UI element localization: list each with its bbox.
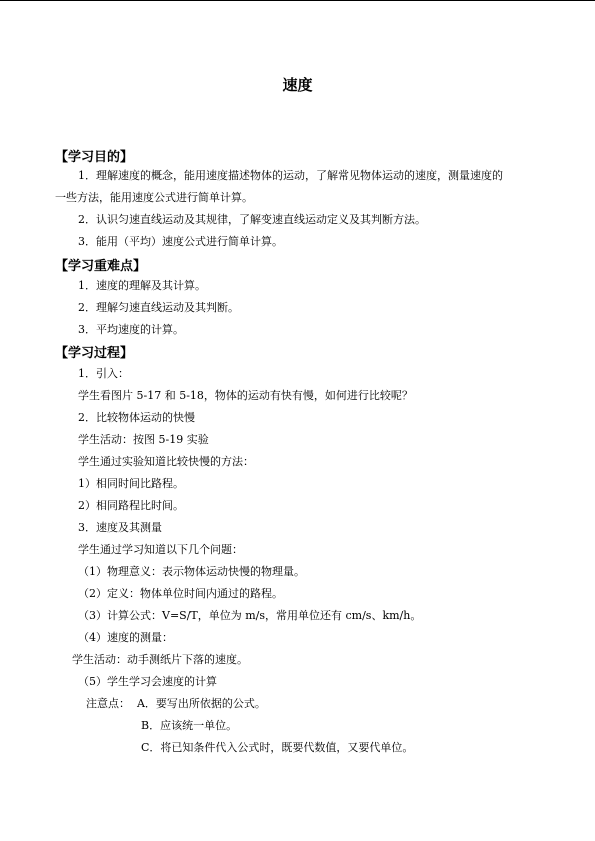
keypoints-item-3: 3．平均速度的计算。 [78, 323, 184, 336]
goals-item-1-line-2: 一些方法，能用速度公式进行简单计算。 [55, 191, 253, 204]
process-heading: 【学习过程】 [55, 346, 134, 361]
goals-item-2: 2．认识匀速直线运动及其规律，了解变速直线运动定义及其判断方法。 [78, 213, 426, 226]
process-line: 学生看图片 5-17 和 5-18，物体的运动有快有慢，如何进行比较呢？ [78, 389, 413, 402]
process-line: 1）相同时间比路程。 [78, 477, 184, 490]
keypoints-heading: 【学习重难点】 [55, 259, 147, 274]
process-line: 1．引入： [78, 367, 129, 380]
process-line: 注意点： A．要写出所依据的公式。 [86, 697, 266, 710]
page-top-rule [0, 0, 595, 1]
process-line: 3．速度及其测量 [78, 521, 162, 534]
process-line: C．将已知条件代入公式时，既要代数值，又要代单位。 [141, 741, 414, 754]
process-line: （5）学生学习会速度的计算 [78, 675, 217, 688]
process-line: 学生通过学习知道以下几个问题： [78, 543, 243, 556]
process-line: （1）物理意义：表示物体运动快慢的物理量。 [78, 565, 305, 578]
process-line: 学生活动：按图 5-19 实验 [78, 433, 209, 446]
process-line: B．应该统一单位。 [141, 719, 238, 732]
goals-item-1-line-1: 1．理解速度的概念，能用速度描述物体的运动，了解常见物体运动的速度，测量速度的 [78, 169, 503, 182]
keypoints-item-1: 1．速度的理解及其计算。 [78, 279, 206, 292]
goals-heading: 【学习目的】 [55, 150, 134, 165]
goals-item-3: 3．能用（平均）速度公式进行简单计算。 [78, 235, 283, 248]
process-line: （4）速度的测量： [78, 631, 173, 644]
keypoints-item-2: 2．理解匀速直线运动及其判断。 [78, 301, 239, 314]
process-line: （3）计算公式：V=S/T，单位为 m/s，常用单位还有 cm/s、km/h。 [78, 609, 422, 622]
process-line: 2．比较物体运动的快慢 [78, 411, 195, 424]
process-line: 2）相同路程比时间。 [78, 499, 184, 512]
process-line: （2）定义：物体单位时间内通过的路程。 [78, 587, 283, 600]
process-line: 学生活动：动手测纸片下落的速度。 [72, 653, 248, 666]
process-line: 学生通过实验知道比较快慢的方法： [78, 455, 254, 468]
page-title: 速度 [282, 76, 313, 94]
